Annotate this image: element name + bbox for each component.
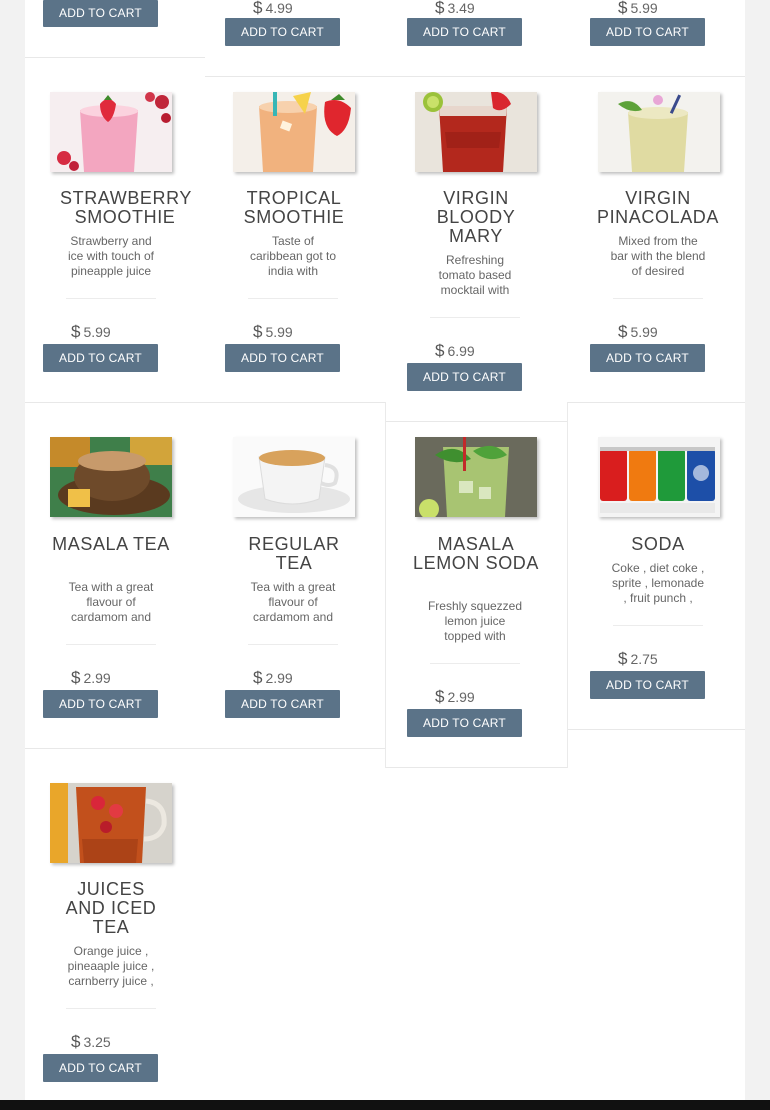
price: [253, 0, 293, 18]
row-divider: [205, 76, 745, 77]
product-name: STRAWBERRY SMOOTHIE: [60, 188, 193, 227]
product-name: JUICES AND ICED TEA: [65, 879, 157, 937]
virgin-bloody-mary-image[interactable]: [415, 92, 537, 172]
juices-iced-tea-image[interactable]: [50, 783, 172, 863]
virgin-pinacolada-image[interactable]: [598, 92, 720, 172]
currency-symbol: $: [435, 341, 445, 360]
product-name: MASALA TEA: [52, 534, 170, 554]
product-name: VIRGIN BLOODY MARY: [436, 188, 516, 246]
row-divider: [25, 748, 385, 749]
add-to-cart-button[interactable]: ADD TO CART: [407, 363, 522, 391]
add-to-cart-button[interactable]: ADD TO CART: [590, 18, 705, 46]
currency-symbol: $: [618, 0, 628, 17]
price: [71, 322, 111, 342]
add-to-cart-button[interactable]: ADD TO CART: [225, 690, 340, 718]
product-description: Mixed from the bar with the blend of desired: [610, 234, 706, 278]
product-description: Refreshing tomato based mocktail with: [438, 253, 512, 297]
divider: [66, 644, 156, 645]
price: [618, 649, 658, 669]
product-name: TROPICAL SMOOTHIE: [243, 188, 345, 227]
product-name: MASALA LEMON SODA: [412, 534, 540, 573]
currency-symbol: $: [618, 649, 628, 668]
add-to-cart-button[interactable]: ADD TO CART: [590, 671, 705, 699]
row-divider: [385, 767, 567, 768]
price-value: 3.25: [83, 1034, 111, 1050]
currency-symbol: $: [71, 322, 81, 341]
bottom-bar: [0, 1100, 770, 1110]
add-to-cart-button[interactable]: ADD TO CART: [225, 344, 340, 372]
column-divider: [385, 402, 386, 768]
row-divider: [385, 421, 567, 422]
price-value: 4.99: [265, 0, 293, 16]
row-divider: [567, 402, 745, 403]
add-to-cart-button[interactable]: ADD TO CART: [43, 1054, 158, 1082]
add-to-cart-button[interactable]: ADD TO CART: [407, 709, 522, 737]
price: [71, 668, 111, 688]
product-name: SODA: [631, 534, 685, 554]
product-description: Strawberry and ice with touch of pineapple juice: [67, 234, 155, 278]
price-value: 2.99: [265, 670, 293, 686]
strawberry-smoothie-image[interactable]: [50, 92, 172, 172]
currency-symbol: $: [618, 322, 628, 341]
product-description: Freshly squezzed lemon juice topped with: [427, 599, 523, 643]
divider: [613, 298, 703, 299]
price-value: 5.99: [83, 324, 111, 340]
price: [253, 668, 293, 688]
add-to-cart-button[interactable]: ADD TO CART: [43, 0, 158, 27]
masala-tea-image[interactable]: [50, 437, 172, 517]
price: [618, 322, 658, 342]
divider: [248, 644, 338, 645]
currency-symbol: $: [435, 0, 445, 17]
divider: [430, 663, 520, 664]
add-to-cart-button[interactable]: ADD TO CART: [590, 344, 705, 372]
product-description: Taste of caribbean got to india with: [249, 234, 337, 278]
row-divider: [25, 402, 385, 403]
add-to-cart-button[interactable]: ADD TO CART: [225, 18, 340, 46]
product-description: Tea with a great flavour of cardamom and: [68, 580, 154, 624]
price: [435, 687, 475, 707]
price-value: 5.99: [630, 324, 658, 340]
add-to-cart-button[interactable]: ADD TO CART: [407, 18, 522, 46]
currency-symbol: $: [435, 687, 445, 706]
currency-symbol: $: [71, 668, 81, 687]
product-description: Orange juice , pineaaple juice , carnberry juice ,: [67, 944, 155, 988]
row-divider: [25, 57, 205, 58]
price-value: 3.49: [447, 0, 475, 16]
divider: [66, 1008, 156, 1009]
price-value: 2.99: [447, 689, 475, 705]
currency-symbol: $: [253, 668, 263, 687]
price: [435, 341, 475, 361]
divider: [613, 625, 703, 626]
product-name: REGULAR TEA: [248, 534, 340, 573]
price: [618, 0, 658, 18]
add-to-cart-button[interactable]: ADD TO CART: [43, 690, 158, 718]
column-divider: [567, 402, 568, 768]
price: [71, 1032, 111, 1052]
product-description: Coke , diet coke , sprite , lemonade , fruit punch ,: [611, 561, 705, 605]
add-to-cart-button[interactable]: ADD TO CART: [43, 344, 158, 372]
currency-symbol: $: [253, 0, 263, 17]
divider: [66, 298, 156, 299]
divider: [430, 317, 520, 318]
masala-lemon-soda-image[interactable]: [415, 437, 537, 517]
product-description: Tea with a great flavour of cardamom and: [250, 580, 336, 624]
row-divider: [567, 729, 745, 730]
price-value: 5.99: [630, 0, 658, 16]
currency-symbol: $: [253, 322, 263, 341]
currency-symbol: $: [71, 1032, 81, 1051]
price-value: 2.99: [83, 670, 111, 686]
price-value: 5.99: [265, 324, 293, 340]
regular-tea-image[interactable]: [233, 437, 355, 517]
price: [253, 322, 293, 342]
price: [435, 0, 475, 18]
price-value: 2.75: [630, 651, 658, 667]
price-value: 6.99: [447, 343, 475, 359]
soda-cans-image[interactable]: [598, 437, 720, 517]
product-name: VIRGIN PINACOLADA: [596, 188, 720, 227]
tropical-smoothie-image[interactable]: [233, 92, 355, 172]
divider: [248, 298, 338, 299]
